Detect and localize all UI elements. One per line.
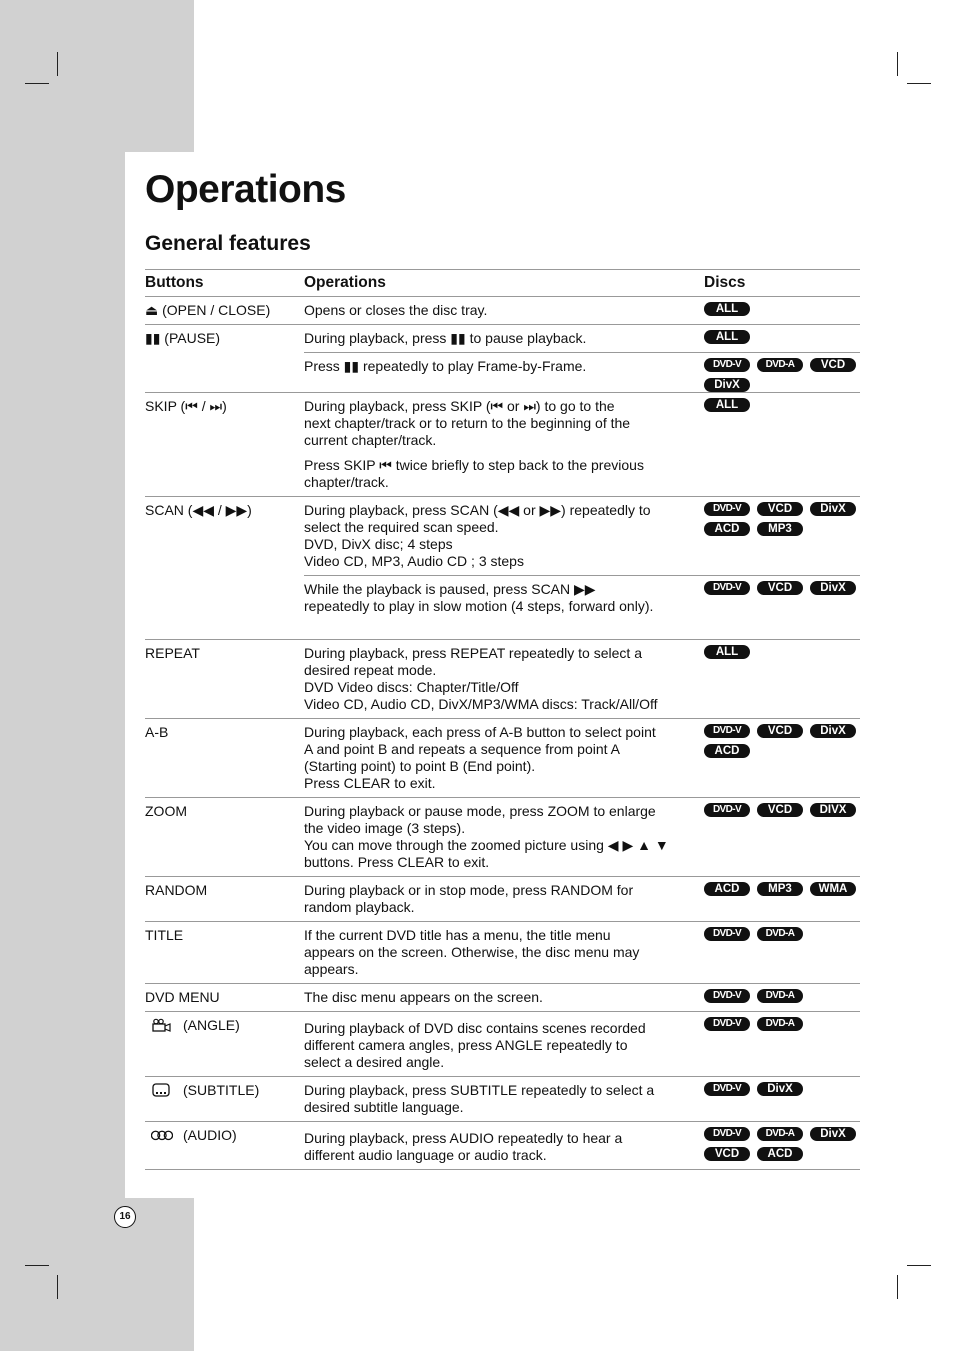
operation-line: appears on the screen. Otherwise, the disc menu may bbox=[304, 944, 640, 960]
operation-line: Press CLEAR to exit. bbox=[304, 775, 436, 791]
disc-badges bbox=[704, 576, 860, 639]
button-name: REPEAT bbox=[145, 645, 200, 661]
header-operations: Operations bbox=[304, 274, 386, 291]
disc-badge: DVD-V bbox=[704, 1127, 750, 1141]
operation-text bbox=[304, 325, 704, 352]
disc-badge: DIVX bbox=[810, 803, 856, 817]
crop-mark bbox=[57, 52, 58, 76]
operations-group bbox=[304, 1077, 860, 1121]
table-row bbox=[145, 877, 860, 922]
table-row bbox=[145, 497, 860, 640]
table-row bbox=[145, 1122, 860, 1170]
operation-line: You can move through the zoomed picture using ◀ ▶ ▲ ▼ bbox=[304, 837, 669, 853]
operation-text bbox=[304, 1012, 704, 1076]
operation-line: different camera angles, press ANGLE repeatedly to bbox=[304, 1037, 628, 1053]
button-name: RANDOM bbox=[145, 882, 208, 898]
crop-mark bbox=[25, 1265, 49, 1266]
table-row bbox=[145, 325, 860, 393]
operation-line: During playback or in stop mode, press RANDOM for bbox=[304, 882, 634, 898]
operations-group bbox=[304, 640, 860, 718]
button-name-cell bbox=[145, 922, 304, 983]
operation-line: During playback, press AUDIO repeatedly to hear a bbox=[304, 1130, 623, 1146]
disc-badges bbox=[704, 877, 860, 921]
operation-line: desired subtitle language. bbox=[304, 1099, 464, 1115]
disc-badges bbox=[704, 325, 860, 352]
page-title: Operations bbox=[145, 168, 346, 211]
operation-row bbox=[304, 1077, 860, 1121]
table-row bbox=[145, 1012, 860, 1077]
button-name-cell bbox=[145, 640, 304, 718]
audio-icon bbox=[151, 1129, 173, 1143]
disc-badge: DivX bbox=[810, 724, 856, 738]
crop-mark bbox=[897, 1275, 898, 1299]
page-margin-bottom bbox=[0, 1198, 194, 1351]
disc-badge: ACD bbox=[757, 1147, 803, 1161]
operation-text bbox=[304, 984, 704, 1011]
button-name: ZOOM bbox=[145, 803, 187, 819]
operation-row bbox=[304, 325, 860, 352]
header-discs: Discs bbox=[704, 274, 746, 291]
operation-text bbox=[304, 922, 704, 983]
disc-badge: DVD-V bbox=[704, 803, 750, 817]
operation-line: the video image (3 steps). bbox=[304, 820, 466, 836]
disc-badges bbox=[704, 922, 860, 983]
operation-row bbox=[304, 297, 860, 324]
button-name: TITLE bbox=[145, 927, 184, 943]
disc-badge: DVD-A bbox=[757, 1127, 803, 1141]
operation-line: During playback or pause mode, press ZOOM to enlarge bbox=[304, 803, 656, 819]
button-name-cell bbox=[145, 393, 304, 496]
operation-line: (Starting point) to point B (End point). bbox=[304, 758, 536, 774]
button-name-cell bbox=[145, 497, 304, 639]
button-name-cell bbox=[145, 325, 304, 392]
table-row bbox=[145, 640, 860, 719]
operation-line: next chapter/track or to return to the beginning of the bbox=[304, 415, 631, 431]
operation-line: During playback of DVD disc contains scenes recorded bbox=[304, 1020, 646, 1036]
table-row bbox=[145, 297, 860, 325]
disc-badges bbox=[704, 497, 860, 575]
operation-row bbox=[304, 393, 860, 496]
disc-badge: VCD bbox=[757, 803, 803, 817]
operation-line: During playback, press ▮▮ to pause playback. bbox=[304, 330, 587, 346]
operations-group bbox=[304, 984, 860, 1011]
table-row bbox=[145, 1077, 860, 1122]
operation-text bbox=[304, 640, 704, 718]
operations-group bbox=[304, 393, 860, 496]
disc-badge: DVD-V bbox=[704, 927, 750, 941]
table-header bbox=[145, 269, 860, 297]
operations-group bbox=[304, 1122, 860, 1169]
operation-line: During playback, each press of A-B button to select point bbox=[304, 724, 656, 740]
operation-line: chapter/track. bbox=[304, 474, 389, 490]
operations-group bbox=[304, 297, 860, 324]
operations-group bbox=[304, 798, 860, 876]
operation-text bbox=[304, 719, 704, 797]
disc-badge: ACD bbox=[704, 882, 750, 896]
operation-line: During playback, press SKIP (⏮ or ⏭) to go to the bbox=[304, 398, 615, 414]
disc-badge: DivX bbox=[704, 378, 750, 392]
operation-row bbox=[304, 798, 860, 876]
operation-text bbox=[304, 1122, 704, 1169]
operation-line: During playback, press REPEAT repeatedly to select a bbox=[304, 645, 642, 661]
operation-text bbox=[304, 1077, 704, 1121]
disc-badge: ALL bbox=[704, 398, 750, 412]
disc-badge: ALL bbox=[704, 302, 750, 316]
operation-text bbox=[304, 297, 704, 324]
operation-line: buttons. Press CLEAR to exit. bbox=[304, 854, 490, 870]
crop-mark bbox=[57, 1275, 58, 1299]
disc-badge: VCD bbox=[757, 502, 803, 516]
header-buttons: Buttons bbox=[145, 274, 204, 291]
crop-mark bbox=[907, 1265, 931, 1266]
disc-badge: MP3 bbox=[757, 522, 803, 536]
operations-group bbox=[304, 719, 860, 797]
disc-badge: DVD-A bbox=[757, 358, 803, 372]
operation-line: desired repeat mode. bbox=[304, 662, 437, 678]
operation-line: Press SKIP ⏮ twice briefly to step back to the previous bbox=[304, 457, 644, 473]
operations-group bbox=[304, 497, 860, 639]
operation-line: While the playback is paused, press SCAN ▶▶ bbox=[304, 581, 596, 597]
disc-badge: ACD bbox=[704, 744, 750, 758]
disc-badge: DVD-V bbox=[704, 1017, 750, 1031]
operation-row bbox=[304, 719, 860, 797]
operation-row bbox=[304, 575, 860, 639]
operation-text bbox=[304, 497, 704, 575]
operation-line: current chapter/track. bbox=[304, 432, 437, 448]
disc-badge: ALL bbox=[704, 645, 750, 659]
button-name-cell bbox=[145, 984, 304, 1011]
disc-badge: MP3 bbox=[757, 882, 803, 896]
operations-group bbox=[304, 922, 860, 983]
section-title: General features bbox=[145, 232, 311, 255]
button-name-cell bbox=[145, 297, 304, 324]
disc-badge: ACD bbox=[704, 522, 750, 536]
button-name-cell bbox=[145, 1122, 304, 1169]
disc-badge: DivX bbox=[810, 1127, 856, 1141]
table-row bbox=[145, 798, 860, 877]
button-name: SKIP (⏮ / ⏭) bbox=[145, 398, 227, 414]
operation-line: random playback. bbox=[304, 899, 415, 915]
operation-line: Video CD, MP3, Audio CD ; 3 steps bbox=[304, 553, 524, 569]
disc-badges bbox=[704, 719, 860, 797]
disc-badge: ALL bbox=[704, 330, 750, 344]
disc-badge: DVD-V bbox=[704, 1082, 750, 1096]
operations-group bbox=[304, 325, 860, 392]
disc-badge: DVD-V bbox=[704, 989, 750, 1003]
button-name: SCAN (◀◀ / ▶▶) bbox=[145, 502, 252, 518]
operation-row bbox=[304, 352, 860, 392]
disc-badges bbox=[704, 1122, 860, 1169]
disc-badge: DVD-A bbox=[757, 927, 803, 941]
disc-badge: VCD bbox=[757, 581, 803, 595]
crop-mark bbox=[897, 52, 898, 76]
button-name: (AUDIO) bbox=[183, 1127, 237, 1143]
disc-badge: DVD-A bbox=[757, 1017, 803, 1031]
operation-text bbox=[304, 576, 704, 639]
operation-line: During playback, press SUBTITLE repeatedly to select a bbox=[304, 1082, 655, 1098]
operation-row bbox=[304, 877, 860, 921]
page-margin-top bbox=[0, 0, 194, 152]
operation-row bbox=[304, 1012, 860, 1076]
disc-badge: DVD-V bbox=[704, 502, 750, 516]
disc-badge: VCD bbox=[757, 724, 803, 738]
operation-text bbox=[304, 798, 704, 876]
disc-badges bbox=[704, 798, 860, 876]
operation-text bbox=[304, 393, 704, 496]
disc-badge: WMA bbox=[810, 882, 856, 896]
crop-mark bbox=[907, 83, 931, 84]
operation-row bbox=[304, 1122, 860, 1169]
table-row bbox=[145, 393, 860, 497]
disc-badges bbox=[704, 1012, 860, 1076]
operation-line: Opens or closes the disc tray. bbox=[304, 302, 488, 318]
operation-line: A and point B and repeats a sequence from point A bbox=[304, 741, 620, 757]
features-table bbox=[145, 269, 860, 1170]
operations-group bbox=[304, 1012, 860, 1076]
operation-line: Press ▮▮ repeatedly to play Frame-by-Frame. bbox=[304, 358, 587, 374]
disc-badge: DVD-A bbox=[757, 989, 803, 1003]
disc-badges bbox=[704, 984, 860, 1011]
disc-badges bbox=[704, 353, 860, 392]
button-name-cell bbox=[145, 798, 304, 876]
operation-line: DVD Video discs: Chapter/Title/Off bbox=[304, 679, 519, 695]
subtitle-icon bbox=[151, 1083, 173, 1097]
disc-badge: DVD-V bbox=[704, 581, 750, 595]
button-name: (ANGLE) bbox=[183, 1017, 240, 1033]
button-name: DVD MENU bbox=[145, 989, 220, 1005]
operation-line: If the current DVD title has a menu, the title menu bbox=[304, 927, 611, 943]
button-name: ▮▮ (PAUSE) bbox=[145, 330, 221, 346]
operation-line: Video CD, Audio CD, DivX/MP3/WMA discs: Track/All/Off bbox=[304, 696, 658, 712]
operation-row bbox=[304, 922, 860, 983]
angle-icon bbox=[151, 1018, 173, 1032]
disc-badge: DivX bbox=[757, 1082, 803, 1096]
operation-line: During playback, press SCAN (◀◀ or ▶▶) repeatedly to bbox=[304, 502, 651, 518]
disc-badges bbox=[704, 640, 860, 718]
table-row bbox=[145, 922, 860, 984]
disc-badges bbox=[704, 1077, 860, 1121]
disc-badges bbox=[704, 393, 860, 496]
operation-text bbox=[304, 877, 704, 921]
operation-line: select the required scan speed. bbox=[304, 519, 499, 535]
disc-badges bbox=[704, 297, 860, 324]
operation-line: DVD, DivX disc; 4 steps bbox=[304, 536, 453, 552]
disc-badge: VCD bbox=[810, 358, 856, 372]
operation-row bbox=[304, 640, 860, 718]
table-row bbox=[145, 719, 860, 798]
page-number: 16 bbox=[114, 1206, 136, 1228]
button-name-cell bbox=[145, 719, 304, 797]
table-body bbox=[145, 297, 860, 1170]
operation-line: select a desired angle. bbox=[304, 1054, 445, 1070]
disc-badge: DVD-V bbox=[704, 724, 750, 738]
disc-badge: DivX bbox=[810, 581, 856, 595]
button-name: A-B bbox=[145, 724, 169, 740]
button-name-cell bbox=[145, 1012, 304, 1076]
operation-line: appears. bbox=[304, 961, 359, 977]
disc-badge: DivX bbox=[810, 502, 856, 516]
operation-line: repeatedly to play in slow motion (4 steps, forward only). bbox=[304, 598, 654, 614]
button-name: ⏏ (OPEN / CLOSE) bbox=[145, 302, 271, 318]
operation-line: different audio language or audio track. bbox=[304, 1147, 547, 1163]
crop-mark bbox=[25, 83, 49, 84]
disc-badge: DVD-V bbox=[704, 358, 750, 372]
operations-group bbox=[304, 877, 860, 921]
operation-row bbox=[304, 497, 860, 575]
table-row bbox=[145, 984, 860, 1012]
button-name-cell bbox=[145, 1077, 304, 1121]
page-margin-left bbox=[0, 152, 125, 1198]
disc-badge: VCD bbox=[704, 1147, 750, 1161]
button-name: (SUBTITLE) bbox=[183, 1082, 260, 1098]
operation-text bbox=[304, 353, 704, 392]
operation-row bbox=[304, 984, 860, 1011]
button-name-cell bbox=[145, 877, 304, 921]
operation-line: The disc menu appears on the screen. bbox=[304, 989, 543, 1005]
